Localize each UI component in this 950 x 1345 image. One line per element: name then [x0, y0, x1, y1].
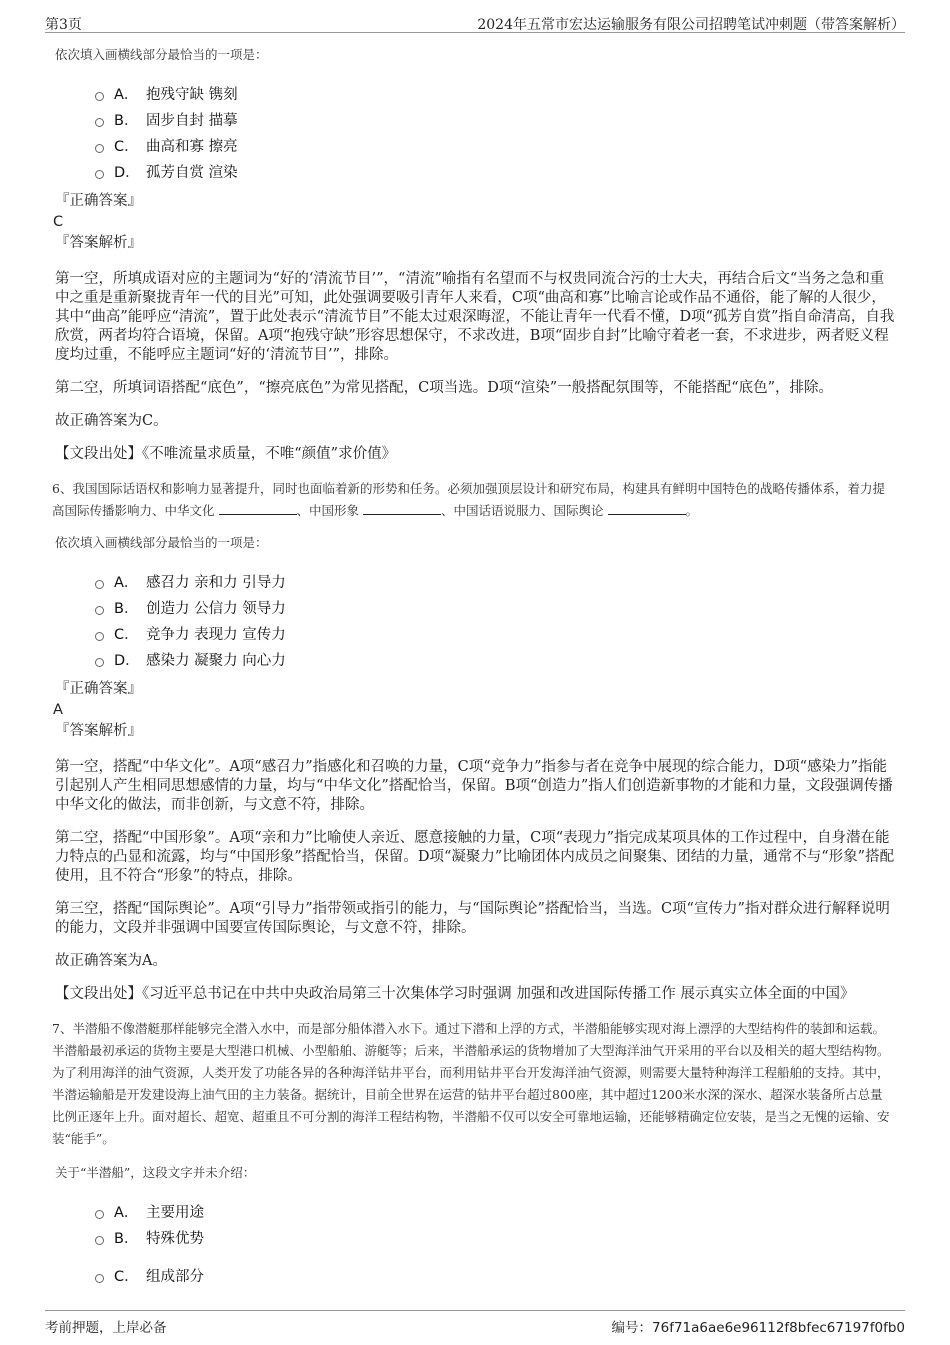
q7-option-a[interactable]: A． 主要用途 [95, 1198, 895, 1224]
q6-option-b[interactable]: B． 创造力 公信力 领导力 [95, 594, 895, 620]
document-code: 编号：76f71a6ae6e96112f8bfec67197f0fb0 [611, 1320, 905, 1336]
q5-options [95, 80, 895, 184]
q6-option-d[interactable]: D． 感染力 凝聚力 向心力 [95, 646, 895, 672]
answer-blank [608, 502, 686, 515]
q5-analysis-para: 第一空，所填成语对应的主题词为“好的‘清流节目’”，“清流”喻指有名望而不与权贵同流合污的士大夫，再结合后文“当务之急和重中之重是重新聚拢青年一代的目光”可知，此处强调要吸引青年人来看，C项“曲高和寡”比喻言论或作品不通俗，能了解的人很少，其中“曲高”能呼应“清流”，置于此处表示“清流节目”不能太过艰深晦涩，不能让青年一代看不懂，D项“孤芳自赏”指自命清高，自我欣赏，两者均符合语境，保留。A项“抱残守缺”形容思想保守，不求改进，B项“固步自封”比喻守着老一套，不求进步，两者贬义程度均过重，不能呼应主题词“好的‘清流节目’”，排除。 [55, 271, 895, 363]
radio-button-icon[interactable] [95, 144, 104, 153]
q6-option-a[interactable]: A． 感召力 亲和力 引导力 [95, 568, 895, 594]
q6-analysis-para: 故正确答案为A。 [55, 953, 167, 969]
q6-analysis-para: 第三空，搭配“国际舆论”。A项“引导力”指带领或指引的能力，与“国际舆论”搭配恰当，当选。C项“宣传力”指对群众进行解释说明的能力，文段并非强调中国要宣传国际舆论，与文意不符，排除。 [55, 901, 890, 936]
answer-blank [219, 502, 297, 515]
radio-button-icon[interactable] [95, 92, 104, 101]
page-header [45, 10, 905, 33]
q7-option-b[interactable]: B． 特殊优势 [95, 1224, 895, 1250]
radio-button-icon[interactable] [95, 658, 104, 667]
document-title: 2024年五常市宏达运输服务有限公司招聘笔试冲刺题（带答案解析） [477, 17, 905, 33]
q5-option-b[interactable]: B． 固步自封 描摹 [95, 106, 895, 132]
q6-analysis-para: 第二空，搭配“中国形象”。A项“亲和力”比喻使人亲近、愿意接触的力量，C项“表现力”指完成某项具体的工作过程中，自身潜在能力特点的凸显和流露，均与“中国形象”搭配恰当，保留。D项“凝聚力”比喻团体内成员之间聚集、团结的力量，通常不与“形象”搭配使用，且不符合“形象”的特点，排除。 [55, 830, 895, 884]
radio-button-icon[interactable] [95, 580, 104, 589]
q5-answer: C [53, 214, 64, 230]
page-footer [45, 1310, 905, 1337]
q5-option-d[interactable]: D． 孤芳自赏 渲染 [95, 158, 895, 184]
q7-options [95, 1198, 895, 1288]
q6-source: 【文段出处】《习近平总书记在中共中央政治局第三十次集体学习时强调 加强和改进国际传播工作 展示真实立体全面的中国》 [55, 986, 855, 1002]
radio-button-icon[interactable] [95, 1210, 104, 1219]
q6-option-c[interactable]: C． 竞争力 表现力 宣传力 [95, 620, 895, 646]
radio-button-icon[interactable] [95, 170, 104, 179]
q6-stem: 6、我国国际话语权和影响力显著提升，同时也面临着新的形势和任务。必须加强顶层设计和研究布局，构建具有鲜明中国特色的战略传播体系，着力提高国际传播影响力、中华文化 、中国形象 、中国话语说服力、国际舆论 。 [52, 481, 885, 518]
footer-slogan: 考前押题，上岸必备 [45, 1320, 167, 1336]
page-number: 第3页 [45, 17, 82, 33]
radio-button-icon[interactable] [95, 606, 104, 615]
q6-analysis-para: 第一空，搭配“中华文化”。A项“感召力”指感化和召唤的力量，C项“竞争力”指参与者在竞争中展现的综合能力，D项“感染力”指能引起别人产生相同思想感情的力量，均与“中华文化”搭配恰当，保留。B项“创造力”指人们创造新事物的才能和力量，文段强调传播中华文化的做法，而非创新，与文意不符，排除。 [55, 759, 893, 813]
q7-option-c[interactable]: C． 组成部分 [95, 1262, 895, 1288]
q5-answer-label: 『正确答案』 [55, 193, 142, 209]
q7-stem: 7、半潜船不像潜艇那样能够完全潜入水中，而是部分船体潜入水下。通过下潜和上浮的方式，半潜船能够实现对海上漂浮的大型结构件的装卸和运载。半潜船最初承运的货物主要是大型港口机械、小型船舶、游艇等；后来，半潜船承运的货物增加了大型海洋油气开采用的平台以及相关的超大型结构物。为了利用海洋的油气资源，人类开发了功能各异的各种海洋钻井平台，而利用钻井平台开发海洋油气资源，则需要大量特种海洋工程船舶的支持。其中，半潜运输船是开发建设海上油气田的主力装备。据统计，目前全世界在运营的钻井平台超过800座，其中超过1200米水深的深水、超深水装备所占总量比例正逐年上升。面对超长、超宽、超重且不可分割的海洋工程结构物，半潜船不仅可以安全可靠地运输，还能够精确定位安装，是当之无愧的运输、安装“能手”。 [52, 1021, 890, 1146]
q5-analysis-label: 『答案解析』 [55, 235, 142, 251]
radio-button-icon[interactable] [95, 1274, 104, 1283]
q5-option-c[interactable]: C． 曲高和寡 擦亮 [95, 132, 895, 158]
q5-analysis-para: 第二空，所填词语搭配“底色”，“擦亮底色”为常见搭配，C项当选。D项“渲染”一般搭配氛围等，不能搭配“底色”，排除。 [55, 380, 834, 396]
q6-options [95, 568, 895, 672]
main-content [52, 44, 895, 1294]
q6-prompt: 依次填入画横线部分最恰当的一项是： [55, 535, 268, 550]
q5-source: 【文段出处】《不唯流量求质量，不唯“颜值”求价值》 [55, 446, 397, 462]
q6-answer-label: 『正确答案』 [55, 681, 142, 697]
q5-analysis-para: 故正确答案为C。 [55, 413, 168, 429]
answer-blank [363, 502, 441, 515]
q6-analysis-label: 『答案解析』 [55, 723, 142, 739]
radio-button-icon[interactable] [95, 118, 104, 127]
q5-option-a[interactable]: A． 抱残守缺 镌刻 [95, 80, 895, 106]
radio-button-icon[interactable] [95, 1236, 104, 1245]
q7-prompt: 关于“半潜船”，这段文字并未介绍： [55, 1165, 256, 1180]
q6-answer: A [53, 702, 63, 718]
radio-button-icon[interactable] [95, 632, 104, 641]
q5-prompt: 依次填入画横线部分最恰当的一项是： [55, 47, 268, 62]
